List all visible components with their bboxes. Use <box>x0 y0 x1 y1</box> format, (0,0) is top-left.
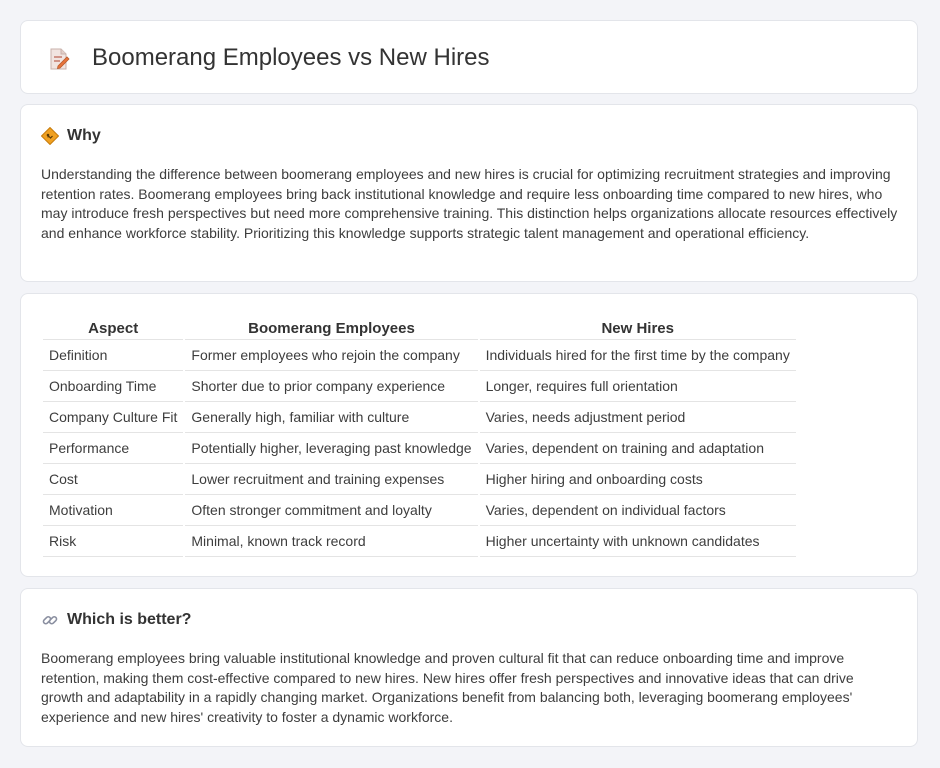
table-row <box>43 340 796 371</box>
which-is-better-section <box>20 588 918 747</box>
aspect-cell: Motivation <box>43 495 183 526</box>
header-aspect: Aspect <box>43 316 183 340</box>
boomerang-cell: Lower recruitment and training expenses <box>185 464 477 495</box>
boomerang-cell: Potentially higher, leveraging past knowledge <box>185 433 477 464</box>
aspect-cell: Definition <box>43 340 183 371</box>
document-edit-icon <box>47 47 71 71</box>
better-text: Boomerang employees bring valuable institutional knowledge and proven cultural fit that can reduce onboarding time and improve retention, making them cost-effective compared to new hires. New hires offer fresh perspectives and innovative ideas that can drive growth and adaptability in a rapidly changing market. Organizations benefit from balancing both, leveraging boomerang employees' experience and new hires' creativity to foster a dynamic workforce. <box>41 650 854 725</box>
header-new-hires: New Hires <box>480 316 796 340</box>
new-hires-cell: Varies, dependent on training and adaptation <box>480 433 796 464</box>
title-card <box>20 20 918 94</box>
new-hires-cell: Varies, needs adjustment period <box>480 402 796 433</box>
aspect-cell: Performance <box>43 433 183 464</box>
boomerang-cell: Often stronger commitment and loyalty <box>185 495 477 526</box>
why-section <box>20 104 918 282</box>
table-row <box>43 526 796 557</box>
aspect-cell: Onboarding Time <box>43 371 183 402</box>
new-hires-cell: Higher hiring and onboarding costs <box>480 464 796 495</box>
link-icon <box>41 611 59 629</box>
boomerang-cell: Shorter due to prior company experience <box>185 371 477 402</box>
better-heading: Which is better? <box>67 611 192 628</box>
table-row <box>43 495 796 526</box>
new-hires-cell: Varies, dependent on individual factors <box>480 495 796 526</box>
table-header-row <box>43 316 796 340</box>
diamond-sign-icon <box>41 127 59 145</box>
boomerang-cell: Former employees who rejoin the company <box>185 340 477 371</box>
table-row <box>43 371 796 402</box>
new-hires-cell: Higher uncertainty with unknown candidates <box>480 526 796 557</box>
table-row <box>43 402 796 433</box>
better-heading-row <box>41 611 191 629</box>
aspect-cell: Company Culture Fit <box>43 402 183 433</box>
new-hires-cell: Individuals hired for the first time by the company <box>480 340 796 371</box>
aspect-cell: Risk <box>43 526 183 557</box>
table-row <box>43 464 796 495</box>
page-title: Boomerang Employees vs New Hires <box>92 44 490 71</box>
table-row <box>43 433 796 464</box>
comparison-section <box>20 293 918 577</box>
boomerang-cell: Minimal, known track record <box>185 526 477 557</box>
comparison-table <box>41 316 798 557</box>
why-text: Understanding the difference between boomerang employees and new hires is crucial for optimizing recruitment strategies and improving retention rates. Boomerang employees bring back institutional knowledge and require less onboarding time compared to new hires, who may introduce fresh perspectives but need more comprehensive training. This distinction helps organizations allocate resources effectively and enhance workforce stability. Prioritizing this knowledge supports strategic talent management and operational efficiency. <box>41 166 898 241</box>
new-hires-cell: Longer, requires full orientation <box>480 371 796 402</box>
boomerang-cell: Generally high, familiar with culture <box>185 402 477 433</box>
why-heading-row <box>41 127 101 145</box>
why-heading: Why <box>67 127 101 144</box>
aspect-cell: Cost <box>43 464 183 495</box>
header-boomerang: Boomerang Employees <box>185 316 477 340</box>
